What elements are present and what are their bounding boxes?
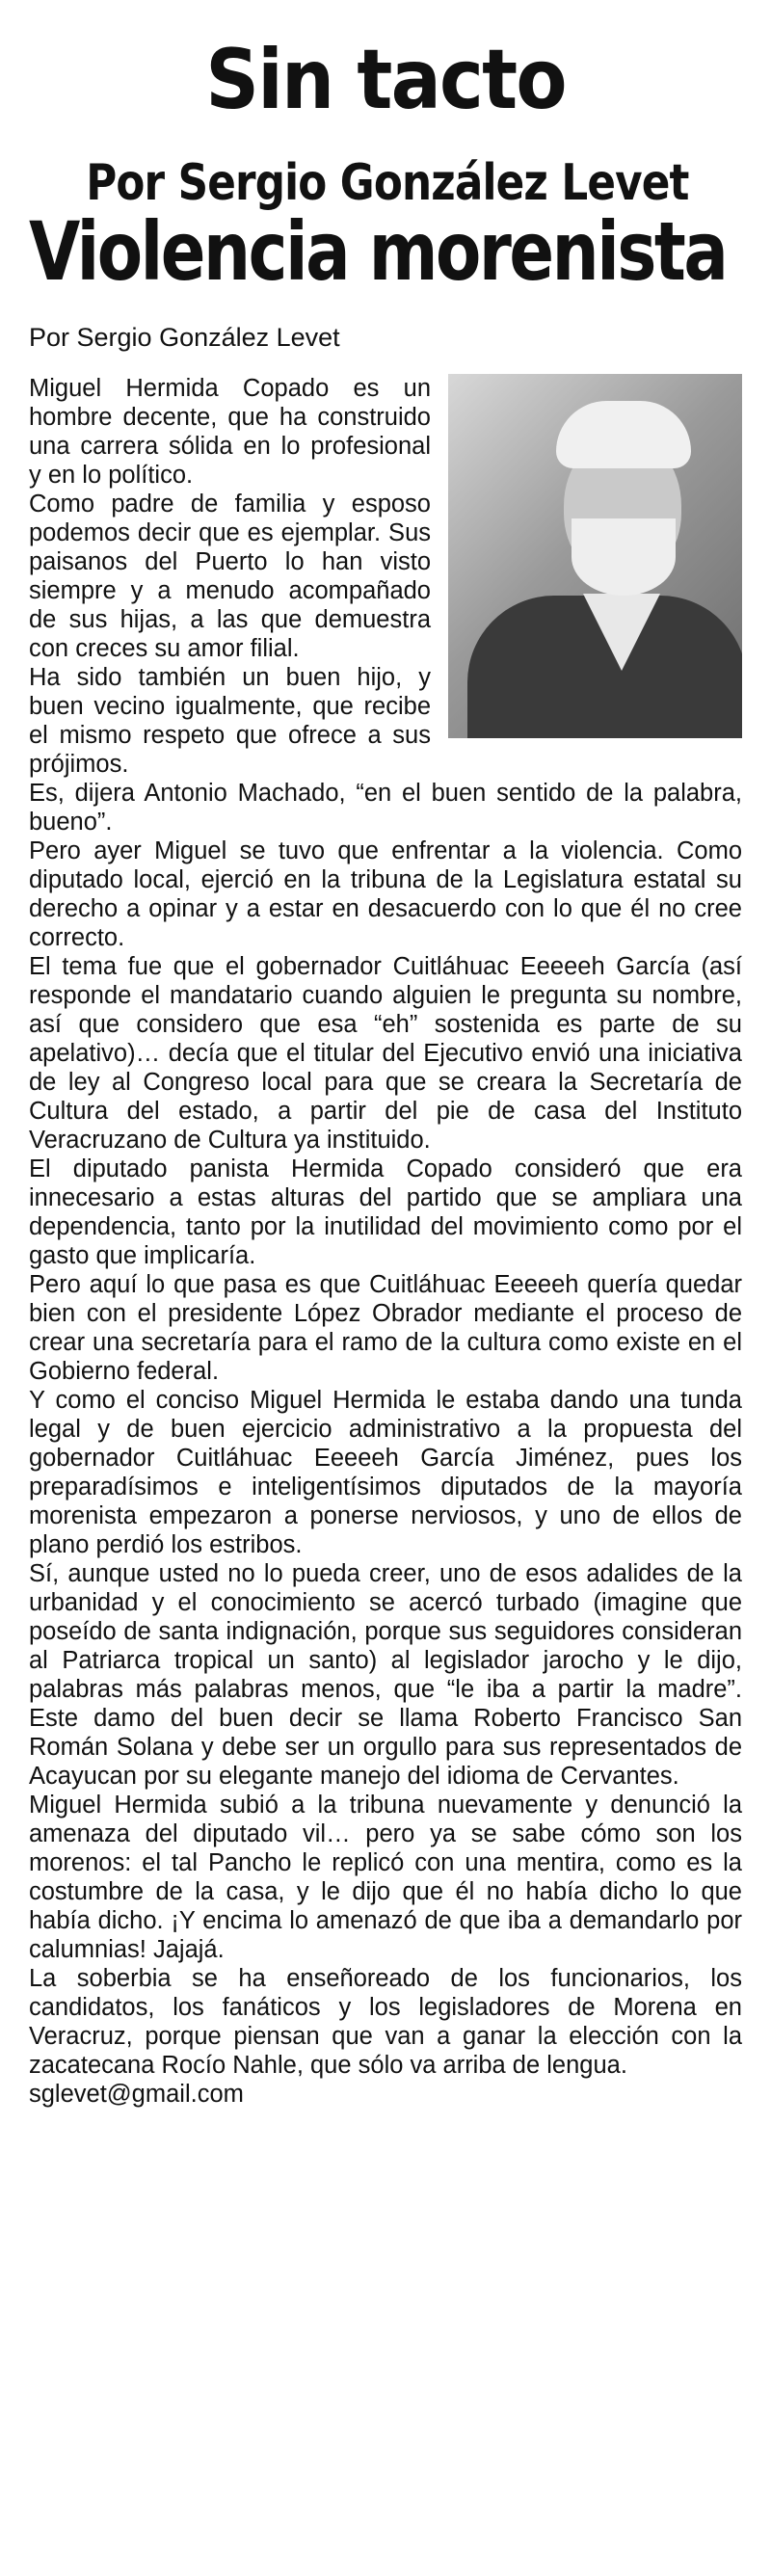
author-portrait-icon [448,374,742,738]
author-email: sglevet@gmail.com [29,2081,244,2108]
column-title: Sin tacto [205,32,566,128]
article-paragraph: Como padre de familia y esposo podemos decir que es ejemplar. Sus paisanos del Puerto lo han visto siempre y a menudo acompañado de sus hijas, a las que demuestra con creces su amor filial. [29,491,431,662]
article-paragraph: Es, dijera Antonio Machado, “en el buen sentido de la palabra, bueno”. [29,780,742,836]
article-paragraph: El tema fue que el gobernador Cuitláhuac Eeeeeh García (así responde el mandatario cuando alguien le pregunta su nombre, así que considero que esa “eh” sostenida es parte de su apelativo)… decía que el titular del Ejecutivo envió una iniciativa de ley al Congreso local para que se creara la Secretaría de Cultura del estado, a partir del pie de casa del Instituto Veracruzano de Cultura ya instituido. [29,953,742,1154]
article-paragraph: Ha sido también un buen hijo, y buen vecino igualmente, que recibe el mismo respeto que ofrece a sus prójimos. [29,664,431,778]
article-paragraph: Miguel Hermida subió a la tribuna nuevamente y denunció la amenaza del diputado vil… pero ya se sabe cómo son los morenos: el tal Pancho le replicó con una mentira, como es la costumbre de la casa, y le dijo que él no había dicho lo que había dicho. ¡Y encima lo amenazó de que iba a demandarlo por calumnias! Jajajá. [29,1792,742,1963]
article-paragraph: El diputado panista Hermida Copado consideró que era innecesario a estas alturas del partido que se ampliara una dependencia, tanto por la inutilidad del movimiento como por el gasto que implicaría. [29,1155,742,1269]
article-paragraph: Y como el conciso Miguel Hermida le estaba dando una tunda legal y de buen ejercicio administrativo a la propuesta del gobernador Cuitláhuac Eeeeeh García Jiménez, pues los preparadísimos e inteligentísimos diputados de la mayoría morenista empezaron a ponerse nerviosos, y uno de ellos de plano perdió los estribos. [29,1387,742,1558]
article-paragraph: Sí, aunque usted no lo pueda creer, uno de esos adalides de la urbanidad y el conocimiento se acercó turbado (imagine que poseído de santa indignación, porque sus seguidores consideran al Patriarca tropical un santo) al legislador jarocho y le dijo, palabras más palabras menos, que “le iba a partir la madre”. Este damo del buen decir se llama Roberto Francisco San Román Solana y debe ser un orgullo para sus representados de Acayucan por su elegante manejo del idioma de Cervantes. [29,1560,742,1790]
column-byline-heading: Por Sergio González Levet [86,154,689,212]
article-paragraph: Pero ayer Miguel se tuvo que enfrentar a la violencia. Como diputado local, ejerció en la tribuna de la Legislatura estatal su derecho a opinar y a estar en desacuerdo con lo que él no cree correcto. [29,837,742,951]
article-body [29,374,742,2109]
article-paragraph: La soberbia se ha enseñoreado de los funcionarios, los candidatos, los fanáticos y los legisladores de Morena en Veracruz, porque piensan que van a ganar la elección con la zacatecana Rocío Nahle, que sólo va arriba de lengua. [29,1965,742,2079]
newspaper-column [29,32,742,2109]
article-headline: Violencia morenista [29,204,727,299]
article-byline: Por Sergio González Levet [29,323,340,352]
article-paragraph: Pero aquí lo que pasa es que Cuitláhuac Eeeeeh quería quedar bien con el presidente López Obrador mediante el proceso de crear una secretaría para el ramo de la cultura como existe en el Gobierno federal. [29,1271,742,1385]
article-paragraph: Miguel Hermida Copado es un hombre decente, que ha construido una carrera sólida en lo profesional y en lo político. [29,375,431,489]
